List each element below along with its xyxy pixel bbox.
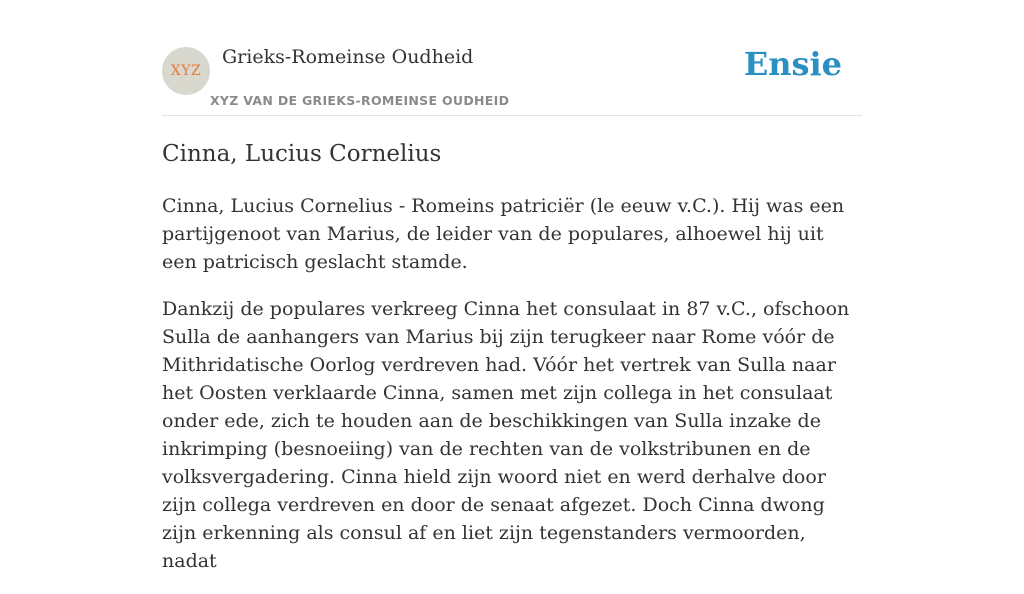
header	[162, 0, 862, 116]
article	[162, 138, 862, 594]
article-title: Cinna, Lucius Cornelius	[162, 141, 442, 167]
publication-subtitle[interactable]: XYZ VAN DE GRIEKS-ROMEINSE OUDHEID	[210, 93, 510, 108]
avatar[interactable]	[162, 47, 210, 95]
article-paragraph: Cinna, Lucius Cornelius - Romeins patriciër (le eeuw v.C.). Hij was een partijgenoot van Marius, de leider van de populares, alhoewel hij uit een patricisch geslacht stamde.	[162, 195, 845, 273]
article-paragraph: Dankzij de populares verkreeg Cinna het consulaat in 87 v.C., ofschoon Sulla de aanhangers van Marius bij zijn terugkeer naar Rome vóór de Mithridatische Oorlog verdreven had. Vóór het vertrek van Sulla naar het Oosten verklaarde Cinna, samen met zijn collega in het consulaat onder ede, zich te houden aan de beschikkingen van Sulla inzake de inkrimping (besnoeiing) van de rechten van de volkstribunen en de volksvergadering. Cinna hield zijn woord niet en werd derhalve door zijn collega verdreven en door de senaat afgezet. Doch Cinna dwong zijn erkenning als consul af en liet zijn tegenstanders vermoorden, nadat	[162, 298, 850, 572]
brand-logo[interactable]: Ensie	[743, 45, 842, 83]
publication-title[interactable]: Grieks-Romeinse Oudheid	[222, 46, 474, 68]
avatar-text: XYZ	[170, 63, 202, 79]
